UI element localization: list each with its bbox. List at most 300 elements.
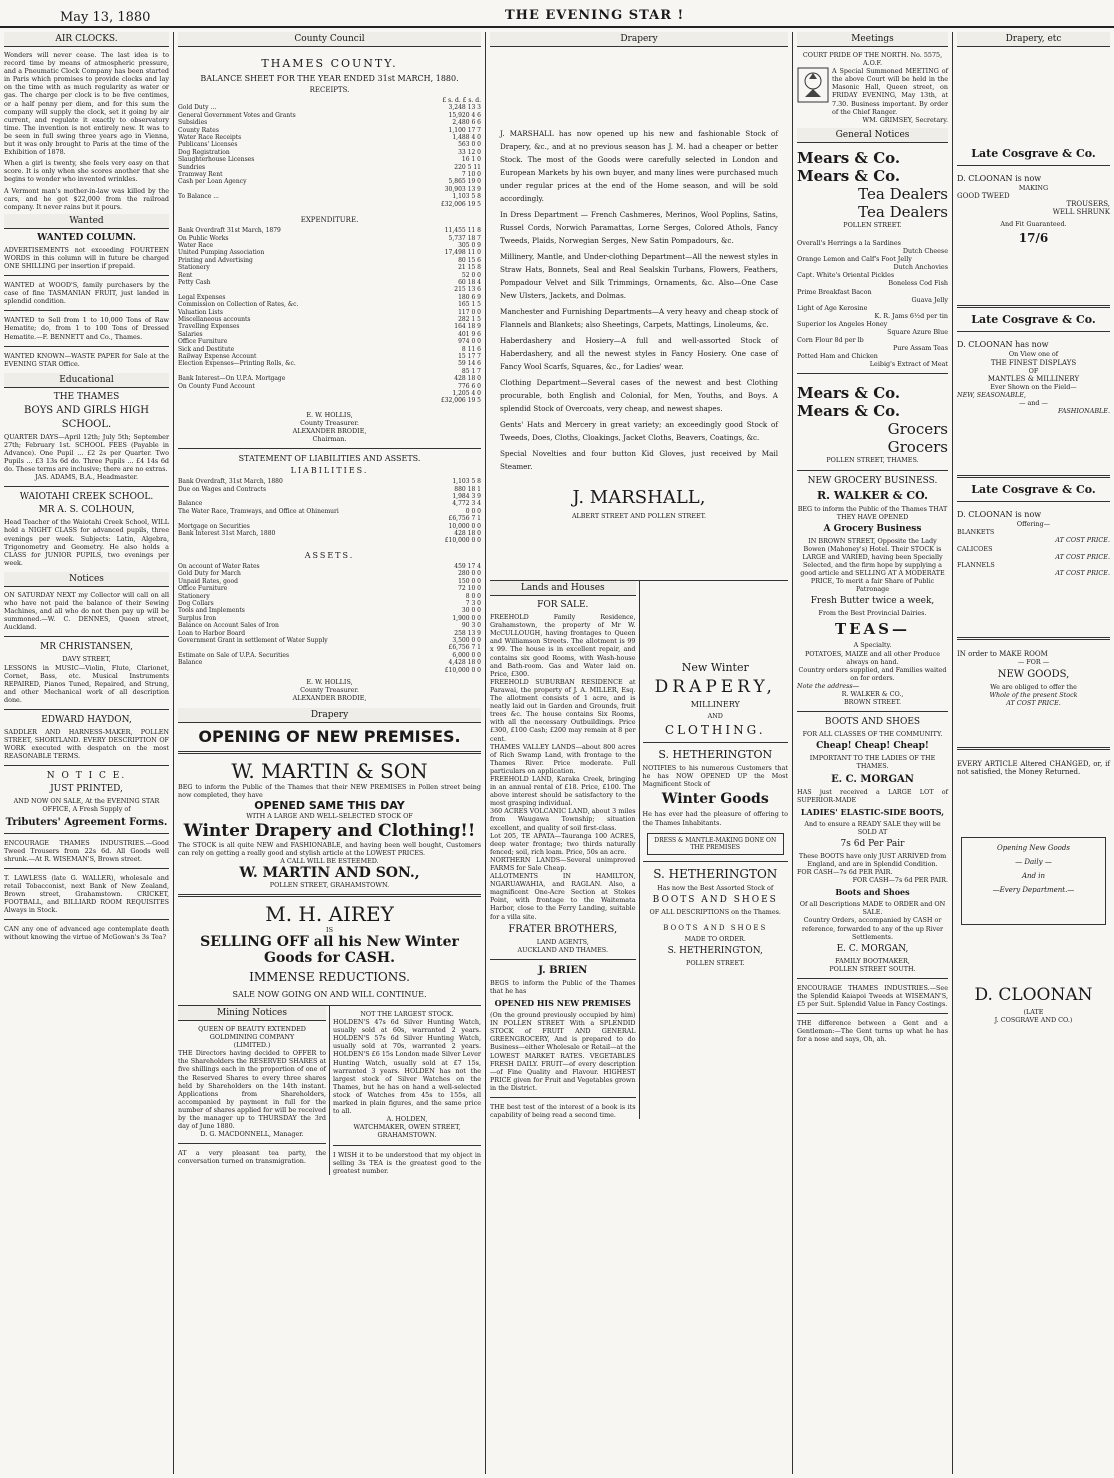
row-amount: 16 1 0 (461, 156, 481, 164)
table-row (178, 383, 481, 390)
butter-source: From the Best Provincial Dairies. (818, 609, 927, 618)
row-amount: 2,480 6 6 (452, 119, 481, 127)
walker-sign: R. WALKER & CO., (841, 690, 904, 699)
row-label: United Pumping Association (178, 249, 265, 257)
receipts-table (178, 104, 481, 208)
fit-guaranteed: And Fit Guaranteed. (1000, 220, 1067, 229)
wanted-ad-1: WANTED at WOOD'S, family purchasers by the case of fine TASMANIAN FRUIT, just landed in splendid condition. (4, 281, 169, 306)
row-label: Legal Expenses (178, 293, 226, 301)
table-row (178, 235, 481, 242)
row-amount: 4,772 3 4 (452, 500, 481, 508)
table-row (178, 331, 481, 338)
row-label: Rent (178, 271, 193, 279)
row-label: On account of Water Rates (178, 562, 260, 570)
table-row (178, 637, 481, 644)
row-amount: 1,488 4 0 (452, 134, 481, 142)
grocery-item: Overall's Herrings a la Sardines (797, 238, 901, 247)
morgan-sign: E. C. MORGAN, (836, 943, 909, 954)
table-row (178, 201, 481, 208)
late-cosgrave-1: Late Cosgrave & Co. (971, 147, 1096, 160)
receipts-heading: RECEIPTS. (309, 86, 350, 94)
country-orders: Country orders supplied, and Families waited on for orders. (798, 665, 947, 682)
row-label: Due on Wages and Contracts (178, 485, 267, 493)
row-label: Bank Overdraft 31st March, 1879 (178, 227, 281, 235)
newspaper-title: THE EVENING STAR ! (505, 8, 685, 23)
row-amount: 563 0 0 (458, 141, 481, 149)
row-label: Balance (178, 500, 203, 508)
row-label: Water Race Receipts (178, 134, 242, 142)
section-drapery: Drapery (178, 708, 481, 723)
money-columns: £ s. d. £ s. d. (442, 97, 481, 104)
morgan-text: HAS just received a LARGE LOT of SUPERIOR-MADE (797, 787, 948, 804)
haydon-heading: EDWARD HAYDON, (41, 714, 132, 725)
trousers: TROUSERS, (1066, 200, 1110, 209)
row-amount: 3,500 0 0 (452, 636, 481, 644)
table-row (178, 622, 481, 629)
encourage-ad: ENCOURAGE THAMES INDUSTRIES.—Good Tweed Trousers from 22s 6d. All Goods well shrunk.—At R. WISEMAN'S, Brown street. (4, 838, 169, 863)
trouser-price: 17/6 (1018, 231, 1049, 246)
statement-heading: STATEMENT OF LIABILITIES AND ASSETS. (238, 454, 421, 464)
row-label: Loan to Harbor Board (178, 629, 246, 637)
waiotahi-heading: WAIOTAHI CREEK SCHOOL. (19, 492, 154, 503)
assets-table (178, 563, 481, 674)
section-educational: Educational (4, 373, 169, 388)
row-amount: 15 17 7 (458, 353, 481, 360)
treasurer-sign: E. W. HOLLIS, (306, 410, 353, 419)
late-cosgrave-2: Late Cosgrave & Co. (971, 313, 1096, 327)
new-goods: NEW GOODS, (997, 669, 1070, 681)
marshall-p7: Gents' Hats and Mercery in great variety; an exceedingly good Stock of Tweeds, Does, Cloths, Cloakings, Jacket Cloths, Beavers, Coatings, &c. (500, 420, 778, 442)
school-title-2: BOYS AND GIRLS HIGH (23, 404, 150, 416)
row-amount: 180 6 9 (458, 293, 481, 301)
forester-emblem-icon (797, 67, 829, 103)
issue-date: May 13, 1880 (60, 10, 151, 25)
cloonan-big: D. CLOONAN (974, 984, 1093, 1005)
table-row (178, 264, 481, 271)
row-label: Dog Registration (178, 148, 230, 156)
sale-item-4: FREEHOLD LAND, Karaka Creek, bringing in an annual rental of £18. Price, £100. The above interest should be satisfactory to the most grasping individual. (490, 774, 636, 808)
and-dash: — and — (1019, 399, 1048, 408)
marshall-address: ALBERT STREET AND POLLEN STREET. (571, 512, 707, 520)
mantles-millinery: MANTLES & MILLINERY (987, 374, 1080, 383)
chairman-title: Chairman. (312, 435, 347, 444)
made-to-order: MADE TO ORDER. (684, 934, 746, 943)
walker-text: BEG to inform the Public of the Thames THAT THEY HAVE OPENED (797, 504, 948, 521)
row-label: Balance on Account Sales of Iron (178, 622, 279, 630)
holden-address: WATCHMAKER, OWEN STREET, GRAHAMSTOWN. (353, 1123, 461, 1140)
sale-item-6: Lot 205, TE APATA—Tauranga 100 ACRES, deep water frontage; two thirds naturally fenced; soil, rich loam. Price, 50s an acre. (490, 831, 636, 856)
cost-1: AT COST PRICE. (1055, 536, 1110, 545)
row-amount: 305 0 9 (458, 241, 481, 249)
row-label: Estimate on Sale of U.P.A. Securities (178, 651, 290, 659)
hetherington-address: POLLEN STREET. (686, 958, 745, 967)
martin-text: BEG to inform the Public of the Thames that their NEW PREMISES in Pollen street being now completed, they have (178, 783, 481, 800)
grocery-item: Orange Lemon and Calf's Foot Jelly (797, 255, 912, 264)
millinery: MILLINERY (690, 700, 740, 710)
row-amount: £10,000 0 0 (444, 537, 481, 545)
air-clocks-text: Wonders will never cease. The last idea is to record time by means of atmospheric pressure, and a Pneumatic Clock Company has been started in Paris which promises to provide clocks and lay on the time with as much regularity as water or gas. The charge per clock is to be five centimes, or a half penny per diem, and for this sum the company will supply the clock, set it going by air current, and regulate it exactly to observatory time. The invention is not entirely new. It was to be seen in full swing three years ago in Vienna, but it was only brought to Paris at the time of the Exhibition of 1878. (4, 51, 169, 157)
morgan-heading: E. C. MORGAN (831, 773, 914, 785)
airey-is: IS (326, 925, 333, 934)
column-2 (174, 32, 486, 1474)
mining-row (178, 1005, 481, 1175)
cost-4: AT COST PRICE. (1006, 699, 1061, 708)
row-label: Dog Collars (178, 599, 214, 607)
christansen-text: LESSONS in MUSIC—Violin, Flute, Clarionet, Cornet, Bass, etc. Musical Instruments REPAIRED, Pianos Tuned, Repaired, and Strung, and other Mechanical work of all description done. (4, 663, 169, 704)
row-amount: 880 18 1 (454, 485, 481, 493)
table-row (178, 486, 481, 493)
holden-sign: A. HOLDEN, (386, 1115, 428, 1124)
boots-and-shoes: Boots and Shoes (835, 887, 910, 898)
row-amount: 1,103 5 8 (452, 193, 481, 201)
lands-row (490, 580, 788, 1119)
footer-note-2: AT a very pleasant tea party, the conversation turned on transmigration. (178, 1149, 326, 1166)
for-sale-heading: FOR SALE. (537, 600, 589, 611)
mining-notice (178, 1006, 330, 1175)
morgan-text-3: These BOOTS have only JUST ARRIVED from England, and are in Splendid Condition. (798, 851, 947, 868)
hetherington-2-text-2: OF ALL DESCRIPTIONS on the Thames. (649, 907, 781, 916)
row-amount: 164 18 9 (454, 323, 481, 331)
table-row (178, 164, 481, 171)
row-label: Subsidies (178, 119, 208, 127)
wanted-column-heading: WANTED COLUMN. (37, 232, 136, 243)
every-article: EVERY ARTICLE Altered CHANGED, or, if not satisfied, the Money Returned. (957, 760, 1110, 777)
row-label: Election Expenses—Printing Rolls, &c. (178, 360, 296, 368)
winter-drapery: Winter Drapery and Clothing!! (183, 820, 476, 841)
daily: — Daily — (1015, 857, 1052, 866)
elastic-boots: LADIES' ELASTIC-SIDE BOOTS, (800, 806, 945, 817)
table-row (178, 178, 481, 185)
martin-sign: W. MARTIN AND SON., (239, 864, 420, 881)
row-amount: 0 0 0 (465, 507, 481, 515)
cloonan-3: D. CLOONAN is now (957, 510, 1042, 520)
row-amount: 85 1 7 (461, 367, 481, 375)
row-label: Tramway Rent (178, 171, 223, 179)
section-notices: Notices (4, 572, 169, 587)
sale-item-8: ALLOTMENTS IN HAMILTON, NGARUAWAHIA, and RAGLAN. Also, a magnificent One-Acre Section at Stokes Point, with frontage to the Waitemata Harbor, close to the Ferry Landing, suitable for a villa site. (490, 872, 636, 921)
row-amount: 10,000 0 0 (448, 522, 481, 530)
row-label: Office Furniture (178, 338, 228, 346)
cost-2: AT COST PRICE. (1055, 552, 1110, 561)
every-department: —Every Department.— (992, 885, 1075, 894)
martin-headline: W. MARTIN & SON (231, 759, 428, 784)
teas-heading: TEAS— (834, 620, 911, 639)
cloonan-2: D. CLOONAN has now (957, 340, 1049, 350)
fresh-butter: Fresh Butter twice a week, (810, 596, 935, 607)
holden-text: HOLDEN'S 47s 6d Silver Hunting Watch, usually sold at 60s, warranted 2 years. HOLDEN'S 57s 6d Silver Hunting Watch, usually sold at 70s, warranted 2 years. HOLDEN'S £6 15s London made Silver Lever Hunting Watch, usually sold at £7 15s, warranted 3 years. HOLDEN has not the largest stock of Silver Watches on the Thames, but he has on hand a well-selected stock of Watches from 45s to 155s, all marked in plain figures, and the same price to all. (333, 1018, 481, 1116)
table-row (178, 493, 481, 500)
tributers-forms: Tributers' Agreement Forms. (5, 816, 168, 828)
section-lands: Lands and Houses (490, 581, 636, 596)
table-row (178, 515, 481, 522)
table-row (178, 537, 481, 544)
brien-heading: J. BRIEN (538, 964, 588, 976)
christansen-heading: MR CHRISTANSEN, (40, 642, 133, 653)
grocers-1: Grocers (887, 420, 948, 439)
walker-text-2: IN BROWN STREET, Opposite the Lady Bowen (Mahoney's) Hotel. Their STOCK is LARGE and VARIED, having been Specially Selected, and the firm hope by supplying a good article and SELLING AT A MODERATE PRICE, To merit a fair Share of Public Patronage (800, 536, 945, 594)
column-1 (0, 32, 174, 1474)
well-shrunk: WELL SHRUNK (1052, 208, 1110, 217)
row-amount: 17,498 11 0 (444, 249, 481, 257)
court-text: A Special Summoned MEETING of the above Court will be held in the Masonic Hall, Queen street, on FRIDAY EVENING, May 13th, at 7.30. Business important. By order of the Chief Ranger. (832, 67, 948, 116)
table-row (178, 659, 481, 666)
marshall-p2: In Dress Department — French Cashmeres, Merinos, Wool Poplins, Satins, Russel Cords, Norwich Paramattas, Lorne Serges, Colored Athols, Fancy Tweeds, Plaids, Norwegian Serges, New Satin Pompadours, &c. (500, 210, 778, 245)
important-ladies: IMPORTANT TO THE LADIES OF THE THAMES. (809, 754, 936, 771)
morgan-text-5: Country Orders, accompanied by CASH or reference, forwarded to any of the up River Settlements. (801, 916, 944, 941)
new-grocery-heading: NEW GROCERY BUSINESS. (807, 475, 938, 486)
row-label: Printing and Advertising (178, 256, 253, 264)
whole-stock: Whole of the present Stock (989, 691, 1078, 700)
row-label: Surplus Iron (178, 614, 217, 622)
row-label: Stationery (178, 592, 210, 600)
grocery-item: Superior los Angeles Honey (797, 319, 888, 328)
wanted-ad-2: WANTED to Sell from 1 to 10,000 Tons of Raw Hematite; do, from 1 to 100 Tons of Dressed Hematite.—F. BENNETT and Co., Thames. (4, 316, 169, 341)
grocery-item: Guava Jelly (911, 295, 948, 304)
row-amount: 280 0 0 (458, 570, 481, 578)
frater-brothers: FRATER BROTHERS, (508, 923, 618, 935)
balance-heading: BALANCE SHEET FOR THE YEAR ENDED 31st MARCH, 1880. (200, 74, 459, 83)
school-text: QUARTER DAYS—April 12th; July 5th; September 27th; February 1st. SCHOOL FEES (Payable in Advance). One Pupil ... £2 2s per Quarter. Two Pupils ... £3 13s 6d do. Three Pupils ... £4 14s 6d do. These terms are inclusive; there are no extras. (4, 432, 169, 474)
finest-displays: THE FINEST DISPLAYS (990, 358, 1077, 367)
table-row (178, 156, 481, 163)
table-row (178, 585, 481, 592)
mears-items (797, 239, 948, 369)
row-amount: 30 0 0 (461, 607, 481, 615)
grocers-2: Grocers (887, 438, 948, 457)
footer-note-3: I WISH it to be understood that my object in selling 3s TEA is the greatest good to the greatest number. (333, 1150, 481, 1175)
row-label: Commission on Collection of Rates, &c. (178, 301, 299, 309)
marshall-article (490, 127, 788, 473)
and-word: AND (707, 712, 723, 721)
row-amount: £10,000 0 0 (444, 666, 481, 674)
footer-note-1: CAN any one of advanced age contemplate death without knowing the virtue of McGowan's 3s Tea? (4, 925, 169, 942)
blankets: BLANKETS (957, 528, 995, 537)
table-row (178, 316, 481, 323)
table-row (178, 249, 481, 256)
girl-text: When a girl is twenty, she feels very easy on that score. It is only when she scores another that she begins to wonder who invented wrinkles. (4, 159, 169, 184)
row-label: Stationery (178, 264, 210, 272)
table-row (178, 186, 481, 193)
wanted-ad-3: WANTED KNOWN—WASTE PAPER for Sale at the EVENING STAR Office. (4, 351, 169, 368)
column-3 (486, 32, 793, 1474)
table-row (178, 149, 481, 156)
obliged: We are obliged to offer the (990, 683, 1077, 692)
on-view: On View one of (1008, 350, 1059, 359)
table-row (178, 323, 481, 330)
encourage-ad-2: ENCOURAGE THAMES INDUSTRIES.—See the Splendid Kaiapoi Tweeds at WISEMAN'S, £5 per Suit. Splendid Value in Fancy Costings. (797, 983, 948, 1009)
grocery-item: Pure Assam Teas (893, 344, 948, 353)
table-row (178, 360, 481, 367)
table-row (178, 500, 481, 507)
row-amount: 7 3 0 (465, 599, 481, 607)
hetherington-text: NOTIFIES to his numerous Customers that he has NOW OPENED UP the Most Magnificent Stock of (642, 764, 788, 789)
school-title-1: THE THAMES (53, 391, 120, 402)
table-row (178, 346, 481, 353)
mears-1: Mears & Co. (797, 148, 901, 167)
treasurer-title-2: County Treasurer. (300, 686, 359, 695)
section-drapery-etc: Drapery, etc (957, 32, 1110, 47)
note-address: Note the address— (797, 681, 860, 690)
grocery-item: Boneless Cod Fish (888, 279, 948, 288)
row-amount: 8 11 6 (461, 345, 481, 353)
queen-limited: (LIMITED.) (233, 1041, 271, 1050)
notice-sewing: ON SATURDAY NEXT my Collector will call on all who have not paid the balance of their Sewing Machines, and all who do not then pay up will be summoned.—W. C. DENNES, Queen street, Auckland. (4, 590, 169, 632)
brien-opened: OPENED HIS NEW PREMISES (494, 998, 631, 1009)
hetherington-column (640, 581, 789, 1119)
table-row (178, 353, 481, 360)
row-label: Miscellaneous accounts (178, 315, 251, 323)
boots-heading: BOOTS AND SHOES (824, 717, 921, 728)
row-amount: 6,000 0 0 (452, 651, 481, 659)
lawless-ad: T. LAWLESS (late G. WALLER), wholesale and retail Tobacconist, next Bank of New Zealand, Brown street, Grahamstown. CRICKET, FOOTBALL, and BILLIARD ROOM REQUISITES Always in Stock. (4, 873, 169, 915)
row-amount: 401 9 6 (458, 330, 481, 338)
row-label: Bank Interest 31st March, 1880 (178, 530, 276, 538)
row-amount: 15,920 4 6 (448, 111, 481, 119)
grocery-item: Square Azure Blue (887, 327, 948, 336)
and-in: And in (1021, 871, 1046, 880)
row-amount: 1,984 3 9 (452, 493, 481, 501)
table-row (178, 530, 481, 537)
row-amount: 220 5 11 (454, 163, 481, 171)
row-label: Government Grant in settlement of Water Supply (178, 636, 328, 644)
morgan-street: POLLEN STREET SOUTH. (829, 964, 916, 973)
good-tweed: GOOD TWEED (957, 192, 1010, 201)
queen-beauty-title: QUEEN OF BEAUTY EXTENDED GOLDMINING COMPANY (198, 1025, 306, 1042)
clothing: CLOTHING. (664, 723, 766, 738)
row-label: To Balance ... (178, 193, 219, 201)
table-row (178, 368, 481, 375)
row-label: Balance (178, 659, 203, 667)
boots-shoes-2: BOOTS AND SHOES (663, 923, 768, 932)
table-row (178, 644, 481, 651)
flannels: FLANNELS (957, 560, 995, 569)
sale-continuing: SALE NOW GOING ON AND WILL CONTINUE. (232, 990, 427, 999)
row-label: County Rates (178, 126, 219, 134)
table-row (178, 600, 481, 607)
table-row (178, 257, 481, 264)
grocery-item: Prime Breakfast Bacon (797, 287, 872, 296)
school-sign: JAS. ADAMS, B.A., Headmaster. (34, 473, 139, 482)
holden-ad (330, 1006, 481, 1175)
morgan-text-2: And to ensure a READY SALE they will be SOLD AT (804, 819, 941, 836)
court-sign: WM. GRIMSEY, Secretary. (862, 115, 948, 124)
for-dash: — FOR — (1017, 657, 1050, 666)
for-cash-2: FOR CASH—7s 6d PER PAIR. (852, 876, 948, 885)
row-label: Tools and Implements (178, 607, 245, 615)
row-amount: 59 14 6 (458, 360, 481, 368)
row-label: Bank Overdraft, 31st March, 1880 (178, 478, 283, 486)
row-amount: 428 18 0 (454, 375, 481, 383)
section-mining: Mining Notices (178, 1006, 326, 1021)
mears-3: Mears & Co. (797, 384, 901, 403)
make-room: IN order to MAKE ROOM (957, 649, 1048, 658)
grocery-business: A Grocery Business (823, 523, 922, 534)
row-amount: 4,428 18 0 (448, 659, 481, 667)
notice-heading: N O T I C E. (46, 771, 127, 782)
table-row (178, 193, 481, 200)
row-label: Petty Cash (178, 278, 211, 286)
row-amount: 117 0 0 (458, 308, 481, 316)
row-label: Slaughterhouse Licenses (178, 156, 255, 164)
table-row (178, 279, 481, 286)
grocery-item: Potted Ham and Chicken (797, 352, 878, 361)
grocery-item: Light of Age Kerosine (797, 303, 868, 312)
of-word: OF (1028, 366, 1039, 375)
row-amount: 5,737 18 7 (448, 234, 481, 242)
for-cash-1: FOR CASH—7s 6d PER PAIR. (797, 868, 893, 877)
row-amount: 8 0 0 (465, 592, 481, 600)
new-seasonable: NEW, SEASONABLE, (957, 390, 1026, 399)
section-wanted: Wanted (4, 214, 169, 229)
footer-note-5: THE difference between a Gent and a Gentleman:—The Gent turns up what he has for a nose and says, Oh, ah. (797, 1019, 948, 1044)
hetherington-name-2: S. HETHERINGTON (653, 866, 778, 881)
opening-goods-box (961, 837, 1106, 925)
masthead-rule (0, 26, 1114, 28)
masthead (0, 0, 1114, 24)
table-row (178, 119, 481, 126)
row-amount: 165 1 5 (458, 301, 481, 309)
treasurer-title: County Treasurer. (300, 418, 359, 427)
dress-making-box: DRESS & MANTLE-MAKING DONE ON THE PREMISES (647, 833, 785, 855)
row-label: Office Furniture (178, 585, 228, 593)
immense-reductions: IMMENSE REDUCTIONS. (249, 970, 410, 984)
row-amount: 974 0 0 (458, 338, 481, 346)
frater-title: LAND AGENTS, (536, 937, 589, 946)
row-label: On County Fund Account (178, 382, 255, 390)
cheap-line: Cheap! Cheap! Cheap! (816, 741, 929, 752)
winter-goods: Winter Goods (661, 791, 769, 808)
table-row (178, 294, 481, 301)
marshall-name: J. MARSHALL, (572, 487, 706, 508)
assets-heading: ASSETS. (304, 550, 355, 560)
mears-address: POLLEN STREET, THAMES. (826, 456, 919, 465)
colhoun-heading: MR A. S. COLHOUN, (38, 505, 135, 516)
cloonan-1: D. CLOONAN is now (957, 174, 1042, 183)
cost-3: AT COST PRICE. (1055, 568, 1110, 577)
grocery-item: Dutch Cheese (902, 247, 948, 256)
liabilities-heading: LIABILITIES. (290, 466, 369, 476)
expenditure-table (178, 227, 481, 405)
haydon-text: SADDLER AND HARNESS-MAKER, POLLEN STREET, SHORTLAND. EVERY DESCRIPTION OF WORK executed with despatch on the most REASONABLE TERMS. (4, 727, 169, 761)
thames-county-title: THAMES COUNTY. (261, 57, 398, 70)
brien-text: BEGS to inform the Public of the Thames that he has (490, 978, 636, 995)
column-5 (953, 32, 1114, 1474)
row-amount: 80 15 6 (458, 256, 481, 264)
tea-dealers-1: Tea Dealers (858, 184, 948, 203)
row-label: General Government Votes and Grants (178, 111, 296, 119)
fashionable: FASHIONABLE. (1057, 407, 1110, 416)
row-amount: 428 18 0 (454, 530, 481, 538)
row-label: Gold Duty for March (178, 570, 241, 578)
footer-note-4: THE best test of the interest of a book is its capability of being read a second time. (490, 1102, 636, 1120)
sale-item-7: NORTHERN LANDS—Several unimproved FARMS for Sale Cheap. (490, 855, 636, 872)
table-row (178, 652, 481, 659)
table-row (178, 375, 481, 382)
stock-text: The STOCK is all quite NEW and FASHIONABLE, and having been well bought, Customers can rely on getting a really good and stylish article at the LOWEST PRICES. (178, 840, 481, 857)
table-row (178, 478, 481, 485)
row-label: Bank Interest—On U.P.A. Mortgage (178, 375, 286, 383)
cosgrave-label: J. COSGRAVE AND CO.) (994, 1015, 1073, 1024)
table-row (178, 134, 481, 141)
table-row (178, 667, 481, 674)
row-label: Sick and Destitute (178, 345, 235, 353)
table-row (178, 397, 481, 404)
table-row (178, 630, 481, 637)
table-row (178, 593, 481, 600)
walker-street: BROWN STREET. (843, 698, 902, 707)
boots-classes: FOR ALL CLASSES OF THE COMMUNITY. (802, 730, 943, 739)
calicoes: CALICOES (957, 544, 993, 553)
